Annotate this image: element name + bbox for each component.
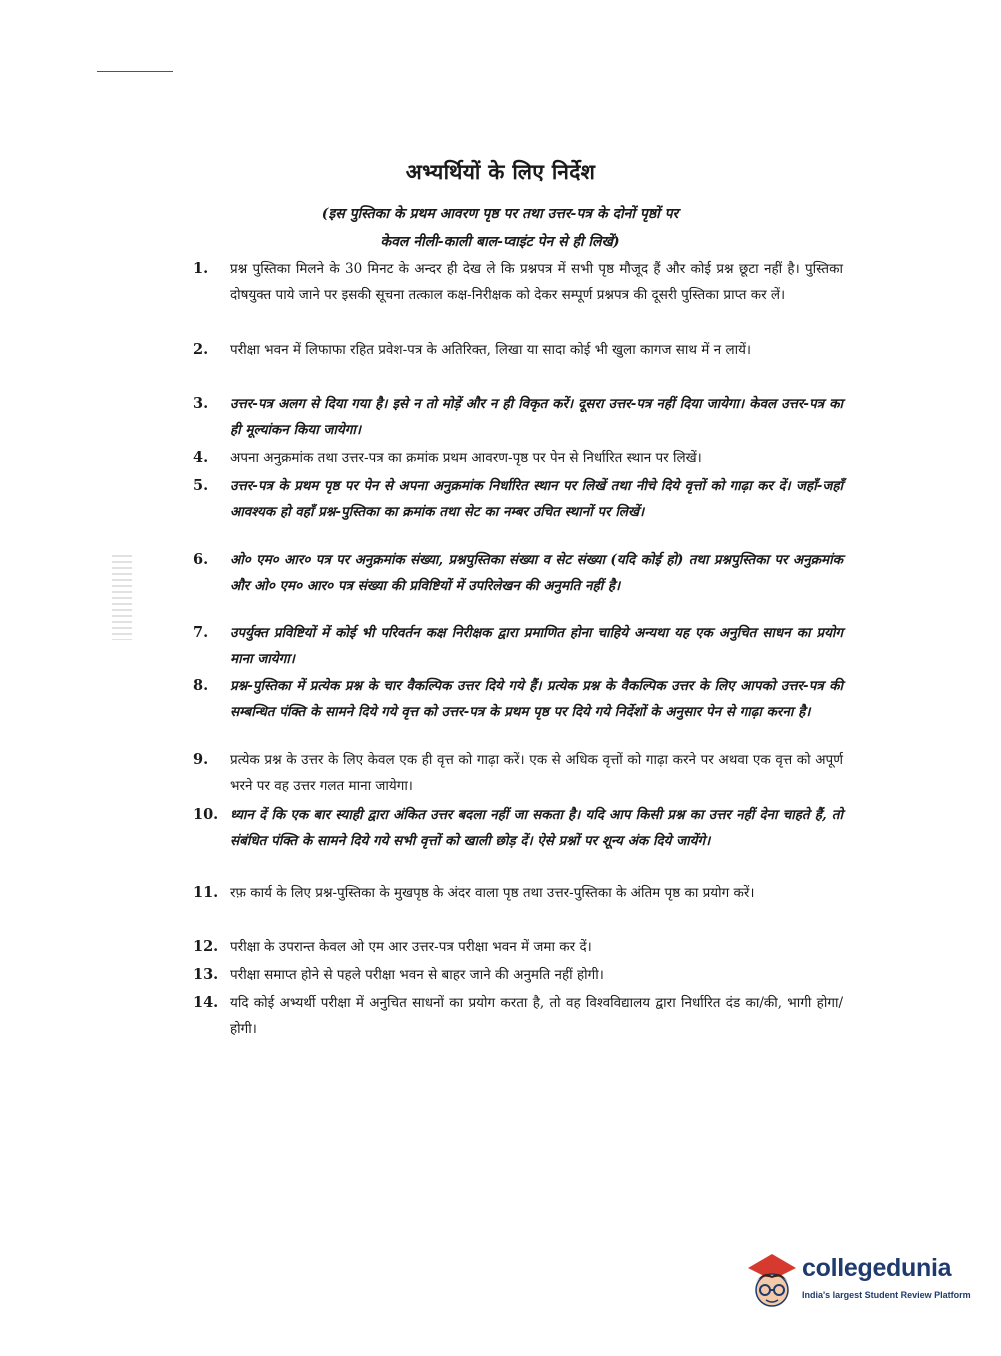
instruction-item xyxy=(193,337,843,363)
instruction-item xyxy=(193,802,843,854)
instruction-text: प्रत्येक प्रश्न के उत्तर के लिए केवल एक ही वृत्त को गाढ़ा करें। एक से अधिक वृत्तों को गाढ़ा करने पर अथवा एक वृत्त को अपूर्ण भरने पर वह उत्तर गलत माना जायेगा। xyxy=(230,752,843,794)
instruction-text: परीक्षा के उपरान्त केवल ओ एम आर उत्तर-पत्र परीक्षा भवन में जमा कर दें। xyxy=(230,939,592,955)
instruction-number: 13. xyxy=(193,966,219,983)
instruction-item xyxy=(193,620,843,672)
instruction-item xyxy=(193,473,843,525)
instruction-text: ध्यान दें कि एक बार स्याही द्वारा अंकित उत्तर बदला नहीं जा सकता है। यदि आप किसी प्रश्न का उत्तर नहीं देना चाहते हैं, तो संबंधित पंक्ति के सामने दिये गये सभी वृत्तों को खाली छोड़ दें। ऐसे प्रश्नों पर शून्य अंक दिये जायेंगे। xyxy=(230,807,843,849)
instruction-item xyxy=(193,673,843,725)
page-title: अभ्यर्थियों के लिए निर्देश xyxy=(405,159,596,184)
instruction-text: परीक्षा भवन में लिफाफा रहित प्रवेश-पत्र के अतिरिक्त, लिखा या सादा कोई भी खुला कागज साथ में न लायें। xyxy=(230,342,752,358)
instruction-text: उपर्युक्त प्रविष्टियों में कोई भी परिवर्तन कक्ष निरीक्षक द्वारा प्रमाणित होना चाहिये अन्यथा यह एक अनुचित साधन का प्रयोग माना जायेगा। xyxy=(230,625,843,667)
instruction-item xyxy=(193,934,843,960)
instruction-item xyxy=(193,962,843,988)
instruction-item xyxy=(193,256,843,308)
instruction-text: प्रश्न पुस्तिका मिलने के 30 मिनट के अन्दर ही देख ले कि प्रश्नपत्र में सभी पृष्ठ मौजूद हैं और कोई प्रश्न छूटा नहीं है। पुस्तिका दोषयुक्त पाये जाने पर इसकी सूचना तत्काल कक्ष-निरीक्षक को देकर सम्पूर्ण प्रश्नपत्र की दूसरी पुस्तिका प्राप्त कर लें। xyxy=(230,261,843,303)
instruction-number: 2. xyxy=(193,341,209,358)
instruction-item xyxy=(193,990,843,1042)
instruction-text: ओ० एम० आर० पत्र पर अनुक्रमांक संख्या, प्रश्नपुस्तिका संख्या व सेट संख्या (यदि कोई हो) तथा प्रश्नपुस्तिका पर अनुक्रमांक और ओ० एम० आर० पत्र संख्या की प्रविष्टियों में उपरिलेखन की अनुमति नहीं है। xyxy=(230,552,843,594)
instruction-text: यदि कोई अभ्यर्थी परीक्षा में अनुचित साधनों का प्रयोग करता है, तो वह विश्वविद्यालय द्वारा निर्धारित दंड का/की, भागी होगा/होगी। xyxy=(230,995,843,1037)
instruction-text: उत्तर-पत्र के प्रथम पृष्ठ पर पेन से अपना अनुक्रमांक निर्धारित स्थान पर लिखें तथा नीचे दिये वृत्तों को गाढ़ा कर दें। जहाँ-जहाँ आवश्यक हो वहाँ प्रश्न-पुस्तिका का क्रमांक तथा सेट का नम्बर उचित स्थानों पर लिखें। xyxy=(230,478,843,520)
mascot-icon xyxy=(742,1246,800,1310)
instruction-item xyxy=(193,747,843,799)
instruction-item xyxy=(193,391,843,443)
instruction-number: 7. xyxy=(193,624,209,641)
instruction-number: 6. xyxy=(193,551,209,568)
margin-stamp-mark xyxy=(112,555,132,640)
instruction-number: 11. xyxy=(193,884,219,901)
instruction-number: 10. xyxy=(193,806,219,823)
instruction-text: रफ़ कार्य के लिए प्रश्न-पुस्तिका के मुखपृष्ठ के अंदर वाला पृष्ठ तथा उत्तर-पुस्तिका के अंतिम पृष्ठ का प्रयोग करें। xyxy=(230,885,755,901)
instruction-text: अपना अनुक्रमांक तथा उत्तर-पत्र का क्रमांक प्रथम आवरण-पृष्ठ पर पेन से निर्धारित स्थान पर लिखें। xyxy=(230,450,702,466)
top-rule xyxy=(97,71,173,72)
instruction-number: 9. xyxy=(193,751,209,768)
logo-name: collegedunia xyxy=(802,1254,952,1282)
instruction-item xyxy=(193,880,843,906)
instruction-number: 1. xyxy=(193,260,209,277)
instruction-number: 8. xyxy=(193,677,209,694)
instruction-number: 5. xyxy=(193,477,209,494)
instruction-text: प्रश्न-पुस्तिका में प्रत्येक प्रश्न के चार वैकल्पिक उत्तर दिये गये हैं। प्रत्येक प्रश्न के वैकल्पिक उत्तर के लिए आपको उत्तर-पत्र की सम्बन्धित पंक्ति के सामने दिये गये वृत्त को उत्तर-पत्र के प्रथम पृष्ठ पर दिये गये निर्देशों के अनुसार पेन से गाढ़ा करना है। xyxy=(230,678,843,720)
instruction-number: 3. xyxy=(193,395,209,412)
instruction-text: उत्तर-पत्र अलग से दिया गया है। इसे न तो मोड़ें और न ही विकृत करें। दूसरा उत्तर-पत्र नहीं दिया जायेगा। केवल उत्तर-पत्र का ही मूल्यांकन किया जायेगा। xyxy=(230,396,843,438)
instruction-item xyxy=(193,445,843,471)
instruction-number: 12. xyxy=(193,938,219,955)
subtitle-line-2: केवल नीली-काली बाल-प्वाइंट पेन से ही लिखें) xyxy=(380,234,620,250)
collegedunia-logo[interactable] xyxy=(742,1246,972,1310)
logo-tagline: India's largest Student Review Platform xyxy=(802,1290,971,1300)
instruction-number: 4. xyxy=(193,449,209,466)
instruction-text: परीक्षा समाप्त होने से पहले परीक्षा भवन से बाहर जाने की अनुमति नहीं होगी। xyxy=(230,967,604,983)
instruction-item xyxy=(193,547,843,599)
subtitle-line-1: (इस पुस्तिका के प्रथम आवरण पृष्ठ पर तथा उत्तर-पत्र के दोनों पृष्ठों पर xyxy=(321,206,679,222)
instruction-number: 14. xyxy=(193,994,219,1011)
